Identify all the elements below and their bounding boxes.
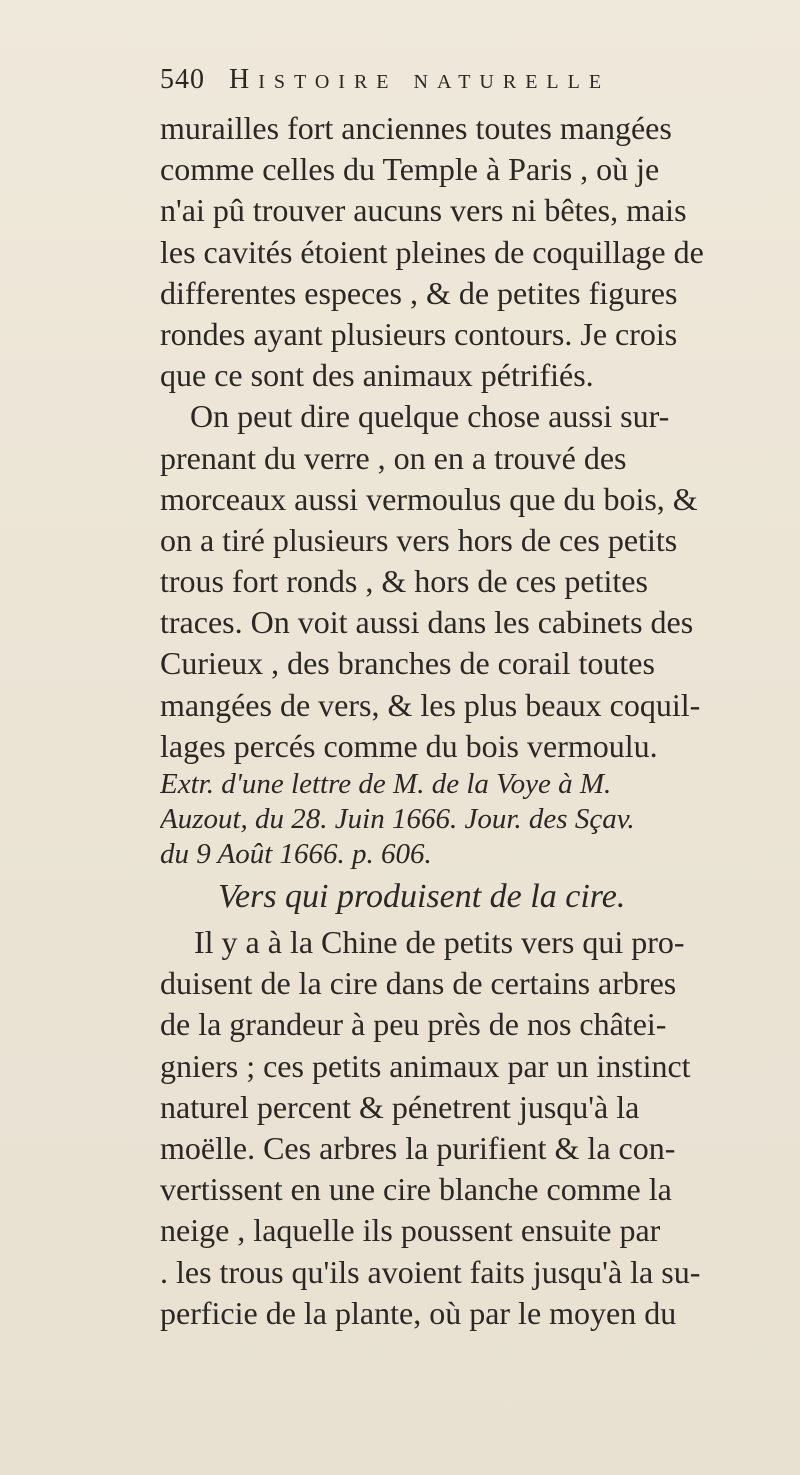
citation-line: Auzout, du 28. Juin 1666. Jour. des Sçav. [160,803,635,835]
paragraph-3 [160,922,800,1334]
text-line: murailles fort anciennes toutes mangées [160,110,672,146]
text-line: trous fort ronds , & hors de ces petites [160,563,648,600]
section-title: Vers qui produisent de la cire. [218,878,626,915]
text-line: rondes ayant plusieurs contours. Je crois [160,315,678,352]
citation-line: Extr. d'une lettre de M. de la Voye à M. [160,768,612,800]
text-line: comme celles du Temple à Paris , où je [160,151,660,188]
text-line: Il y a à la Chine de petits vers qui pro- [194,924,685,960]
text-line: duisent de la cire dans de certains arbres [160,965,677,1002]
text-line: perficie de la plante, où par le moyen du [160,1294,677,1331]
paragraph-2 [160,396,800,767]
text-line: On peut dire quelque chose aussi sur- [190,398,670,435]
text-line: . les trous qu'ils avoient faits jusqu'à la su- [160,1253,701,1290]
text-line: n'ai pû trouver aucuns vers ni bêtes, mais [160,192,687,229]
text-line: vertissent en une cire blanche comme la [160,1171,672,1208]
text-line: Curieux , des branches de corail toutes [160,645,655,682]
text-line: que ce sont des animaux pétrifiés. [160,357,594,394]
text-line: morceaux aussi vermoulus que du bois, & [160,480,698,517]
paragraph-1 [160,108,800,396]
text-line: lages percés comme du bois vermoulu. [160,727,658,764]
page-number: 540 [160,64,205,95]
citation-line: du 9 Août 1666. p. 606. [160,838,432,870]
text-line: naturel percent & pénetrent jusqu'à la [160,1088,640,1125]
text-line: mangées de vers, & les plus beaux coquil- [160,686,701,723]
body-text [160,108,800,1334]
text-line: prenant du verre , on en a trouvé des [160,439,627,476]
text-line: moëlle. Ces arbres la purifient & la con- [160,1129,676,1166]
citation [160,767,800,872]
running-title: Histoire naturelle [229,64,611,95]
text-line: differentes especes , & de petites figures [160,274,678,311]
text-line: gniers ; ces petits animaux par un instinct [160,1047,691,1084]
page-header [160,64,780,110]
text-line: les cavités étoient pleines de coquillage de [160,233,704,270]
text-line: on a tiré plusieurs vers hors de ces petits [160,521,678,558]
text-line: traces. On voit aussi dans les cabinets des [160,604,694,641]
text-line: de la grandeur à peu près de nos châtei- [160,1006,667,1043]
text-line: neige , laquelle ils poussent ensuite par [160,1212,661,1249]
